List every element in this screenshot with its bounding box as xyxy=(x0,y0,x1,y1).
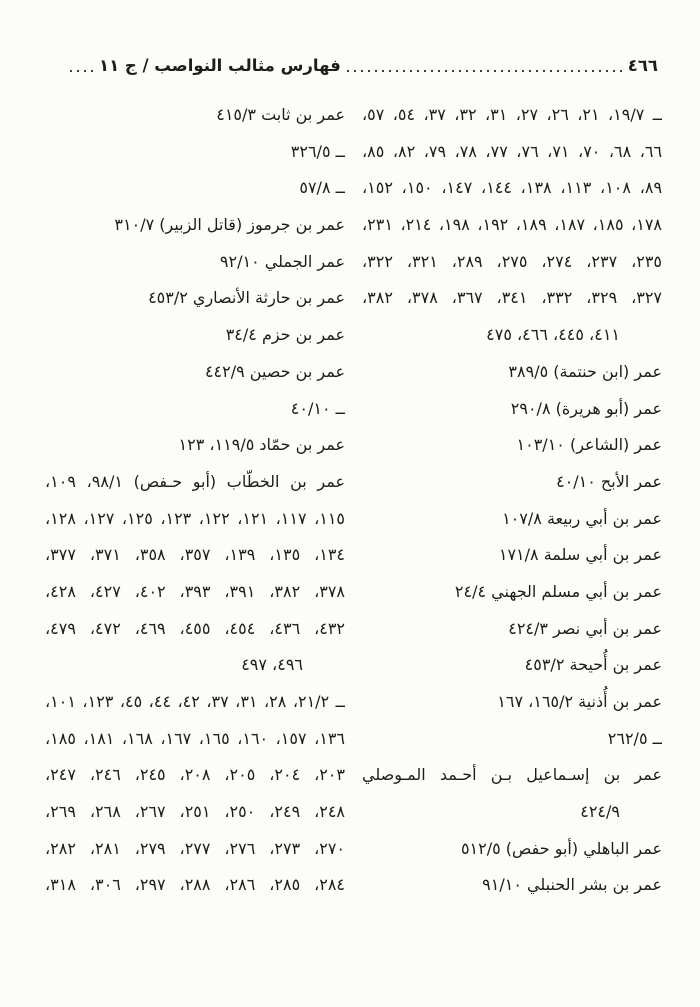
index-line: ٤١١، ٤٤٥، ٤٦٦، ٤٧٥ xyxy=(486,325,620,345)
index-line: عمر بن أبي ربيعة ١٠٧/٨ xyxy=(502,508,662,528)
index-line: عمر بن حصين ٤٤٢/٩ xyxy=(204,361,345,381)
index-column-right xyxy=(362,97,662,904)
index-line: ٣٢٧، ٣٢٩، ٣٣٢، ٣٤١، ٣٦٧، ٣٧٨، ٣٨٢، xyxy=(362,288,662,308)
index-line: ٤٢٤/٩ xyxy=(580,802,620,822)
index-line: ٢٨٤، ٢٨٥، ٢٨٦، ٢٨٨، ٢٩٧، ٣٠٦، ٣١٨، xyxy=(45,875,345,895)
index-line: ٢٠٣، ٢٠٤، ٢٠٥، ٢٠٨، ٢٤٥، ٢٤٦، ٢٤٧، xyxy=(45,765,345,785)
index-line: ــ ٥٧/٨ xyxy=(299,178,345,198)
index-line: عمر بن حارثة الأنصاري ٤٥٣/٢ xyxy=(148,288,345,308)
header-title: فهارس مثالب النواصب / ج ١١ xyxy=(99,55,341,75)
index-line: عمر بن بشر الحنبلي ٩١/١٠ xyxy=(482,875,662,895)
index-line: عمر بن أبي مسلم الجهني ٢٤/٤ xyxy=(454,581,662,601)
index-line: عمر بن إسـماعيل بـن أحـمد المـوصلي xyxy=(362,765,662,785)
index-line: ٣٧٨، ٣٨٢، ٣٩١، ٣٩٣، ٤٠٢، ٤٢٧، ٤٢٨، xyxy=(45,581,345,601)
index-line: ٨٩، ١٠٨، ١١٣، ١٣٨، ١٤٤، ١٤٧، ١٥٠، ١٥٢، xyxy=(362,178,662,198)
index-line: ١٣٦، ١٥٧، ١٦٠، ١٦٥، ١٦٧، ١٦٨، ١٨١، ١٨٥، xyxy=(45,728,345,748)
index-line: ــ ٤٠/١٠ xyxy=(290,398,345,418)
index-line: عمر بن أُذنية ١٦٥/٢، ١٦٧ xyxy=(497,692,662,711)
index-line: عمر بن أبي سلمة ١٧١/٨ xyxy=(498,545,662,565)
index-line: عمر (أبو هريرة) ٢٩٠/٨ xyxy=(510,398,662,418)
index-line: عمر بن ثابت ٤١٥/٣ xyxy=(216,105,345,124)
index-line: عمر بن أُحيحة ٤٥٣/٢ xyxy=(524,655,662,675)
running-header xyxy=(63,50,658,80)
index-line: ١١٥، ١١٧، ١٢١، ١٢٢، ١٢٣، ١٢٥، ١٢٧، ١٢٨، xyxy=(45,508,345,528)
dot-leader xyxy=(347,70,622,72)
index-line: عمر الجملي ٩٢/١٠ xyxy=(219,251,345,271)
index-line: ٦٦، ٦٨، ٧٠، ٧١، ٧٦، ٧٧، ٧٨، ٧٩، ٨٢، ٨٥، xyxy=(362,141,662,161)
index-line: ٢٤٨، ٢٤٩، ٢٥٠، ٢٥١، ٢٦٧، ٢٦٨، ٢٦٩، xyxy=(45,802,345,822)
index-column-left xyxy=(45,97,345,904)
index-line: عمر بن حزم ٣٤/٤ xyxy=(225,325,345,345)
index-line: ٤٣٢، ٤٣٦، ٤٥٤، ٤٥٥، ٤٦٩، ٤٧٢، ٤٧٩، xyxy=(45,618,345,638)
index-line: عمر بن أبي نصر ٤٢٤/٣ xyxy=(508,618,662,638)
index-line: عمر بن الخطّاب (أبو حـفص) ٩٨/١، ١٠٩، xyxy=(45,471,345,491)
index-line: ٢٧٠، ٢٧٣، ٢٧٦، ٢٧٧، ٢٧٩، ٢٨١، ٢٨٢، xyxy=(45,838,345,858)
index-line: عمر (ابن حنتمة) ٣٨٩/٥ xyxy=(508,361,662,381)
page-number: ٤٦٦ xyxy=(627,55,658,75)
index-line: ــ ١٩/٧، ٢١، ٢٦، ٢٧، ٣١، ٣٢، ٣٧، ٥٤، ٥٧، xyxy=(362,105,662,124)
index-line: عمر الأبح ٤٠/١٠ xyxy=(556,471,662,491)
index-line: ١٧٨، ١٨٥، ١٨٧، ١٨٩، ١٩٢، ١٩٨، ٢١٤، ٢٣١، xyxy=(362,215,662,235)
index-line: عمر بن جرموز (قاتل الزبير) ٣١٠/٧ xyxy=(114,215,345,235)
index-line: ٤٩٦، ٤٩٧ xyxy=(241,655,303,675)
index-line: ــ ٢٦٢/٥ xyxy=(607,728,662,748)
index-line: عمر بن حمّاد ١١٩/٥، ١٢٣ xyxy=(178,435,345,455)
index-line: عمر الباهلي (أبو حفص) ٥١٢/٥ xyxy=(460,838,662,858)
index-line: ــ ٣٢٦/٥ xyxy=(290,141,345,161)
index-line: ــ ٢١/٢، ٢٨، ٣١، ٣٧، ٤٢، ٤٤، ٤٥، ١٢٣، ١٠١، xyxy=(45,692,345,711)
index-line: عمر (الشاعر) ١٠٣/١٠ xyxy=(516,435,662,455)
index-line: ٢٣٥، ٢٣٧، ٢٧٤، ٢٧٥، ٢٨٩، ٣٢١، ٣٢٢، xyxy=(362,251,662,271)
dot-leader-short xyxy=(69,70,93,72)
index-line: ١٣٤، ١٣٥، ١٣٩، ٣٥٧، ٣٥٨، ٣٧١، ٣٧٧، xyxy=(45,545,345,565)
